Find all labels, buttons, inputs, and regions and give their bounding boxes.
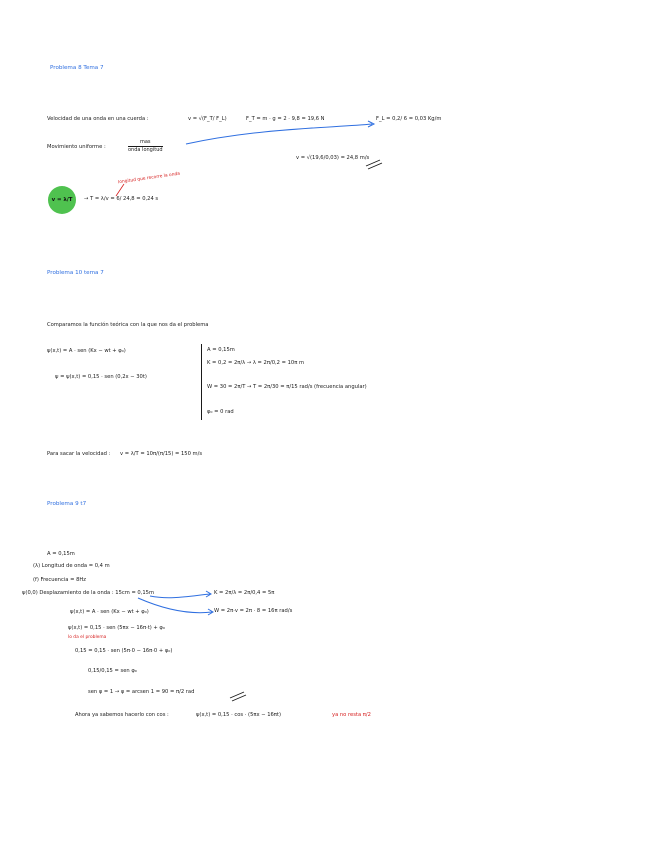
cosine-note: ya no resta π/2 — [332, 712, 371, 718]
tension-formula: F_T = m · g = 2 · 9,8 = 19,6 N — [246, 116, 325, 122]
cosine-wave-eq: ψ(x,t) = 0,15 · cos · (5πx − 16πt) — [196, 712, 281, 718]
wave-number-eq: K = 0,2 = 2π/λ → λ = 2π/0,2 = 10π m — [207, 360, 305, 366]
curved-arrow-2-head — [206, 591, 211, 597]
underline-scribble — [366, 160, 382, 169]
amplitude-value: A = 0,15m — [207, 347, 235, 353]
initial-condition-eq: 0,15 = 0,15 · sen (5π·0 − 16π·0 + φ₀) — [75, 648, 173, 654]
wave-speed-formula: v = √(F_T/ F_L) — [188, 116, 227, 122]
curved-arrow-1-head — [368, 121, 374, 127]
wavelength-given: (λ) Longitud de onda = 0,4 m — [33, 563, 110, 569]
substituted-wave-eq: ψ(x,t) = 0,15 · sen (5πx − 16π·t) + φ₀ — [68, 625, 165, 631]
general-wave-eq-2: ψ(x,t) = A · sen (Kx − wt + φ₀) — [70, 609, 149, 615]
angular-frequency-eq: W = 30 = 2π/T → T = 2π/30 = π/15 rad/s (frecuencia angular) — [207, 384, 367, 390]
uniform-motion-fraction — [128, 140, 163, 153]
general-wave-eq: ψ(x,t) = A · sen (Kx − wt + φ₀) — [47, 348, 126, 354]
amplitude-given: A = 0,15m — [47, 551, 75, 557]
frequency-given: (f) Frecuencia = 8Hz — [33, 577, 86, 583]
result-scribble — [230, 692, 246, 701]
curved-arrow-3-head — [208, 609, 213, 615]
red-pointer — [116, 184, 124, 196]
speed-period-circle — [48, 186, 76, 214]
curved-arrow-1 — [186, 124, 372, 144]
given-note: lo da el problema — [68, 635, 107, 640]
uniform-motion-denominator: onda longitud — [128, 146, 163, 153]
compare-intro: Comparamos la función teórica con la que nos da el problema — [47, 322, 209, 328]
displacement-given: ψ(0,0) Desplazamiento de la onda : 15cm = 0,15m — [22, 590, 155, 596]
cosine-label: Ahora ya sabemos hacerlo con cos : — [75, 712, 169, 718]
initial-phase: φ₀ = 0 rad — [207, 409, 234, 415]
distance-note: longitud que recorre la onda — [117, 171, 181, 186]
phase-solution: sen φ = 1 → φ = arcsen 1 = 90 = π/2 rad — [88, 689, 195, 695]
curved-arrow-2 — [150, 594, 210, 598]
problem-9-heading: Problema 9 t7 — [47, 501, 87, 507]
period-formula: → T = λ/v = 6/ 24,8 = 0,24 s — [84, 196, 159, 202]
ratio-eq: 0,15/0,15 = sen φ₀ — [88, 668, 137, 674]
velocity-label: Para sacar la velocidad : — [47, 451, 111, 457]
uniform-motion-numerator: mas — [140, 139, 151, 145]
angular-frequency-calc: W = 2π·v = 2π · 8 = 16π rad/s — [214, 608, 293, 614]
wave-speed-label: Velocidad de una onda en una cuerda : — [47, 116, 149, 122]
uniform-motion-label: Movimiento uniforme : — [47, 144, 106, 150]
linear-density-formula: F_L = 0,2/ 6 = 0,03 Kg/m — [376, 116, 442, 122]
problem-8-heading: Problema 8 Tema 7 — [50, 65, 104, 71]
problem-10-heading: Problema 10 tema 7 — [47, 270, 104, 276]
curved-arrow-3 — [138, 598, 212, 613]
speed-result: v = √(19,6/0,03) = 24,8 m/s — [296, 155, 370, 161]
circle-formula: v = λ/T — [51, 197, 73, 203]
velocity-eq: v = λ/T = 10π/(π/15) = 150 m/s — [120, 451, 203, 457]
separator-line — [201, 344, 202, 420]
given-wave-eq: ψ = ψ(x,t) = 0,15 · sen (0,2x − 30t) — [55, 374, 147, 380]
wave-number-calc: K = 2π/λ = 2π/0,4 = 5π — [214, 590, 275, 596]
